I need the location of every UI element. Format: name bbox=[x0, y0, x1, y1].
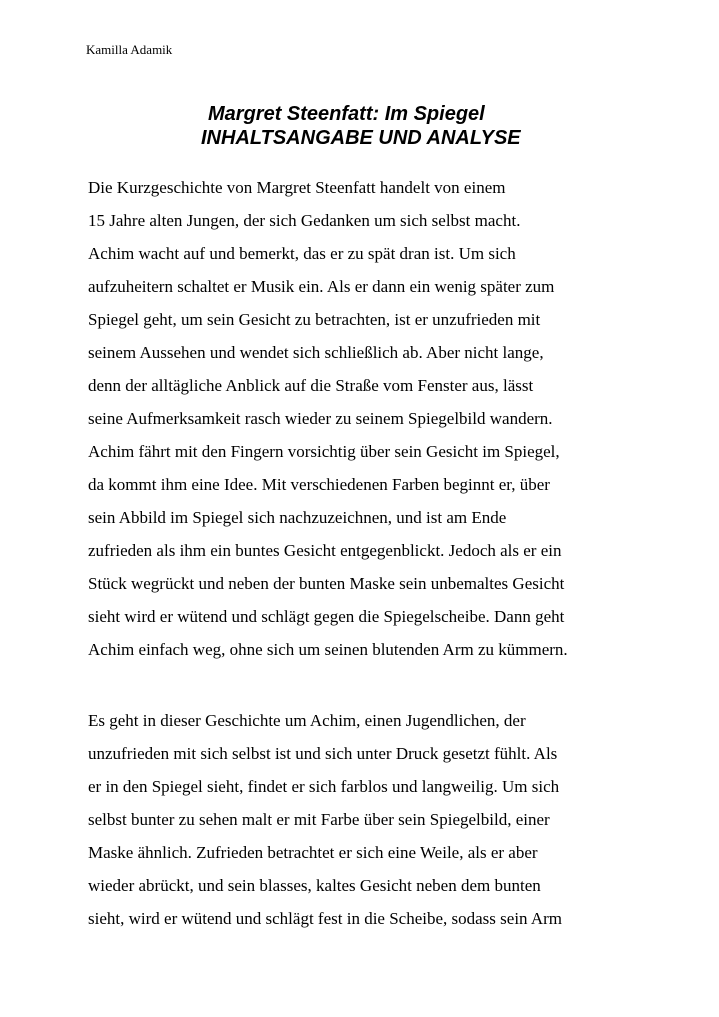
text-line: sein Abbild im Spiegel sich nachzuzeichnen, und ist am Ende bbox=[88, 508, 507, 527]
text-line: aufzuheitern schaltet er Musik ein. Als er dann ein wenig später zum bbox=[88, 277, 555, 296]
text-line: 15 Jahre alten Jungen, der sich Gedanken um sich selbst macht. bbox=[88, 211, 521, 230]
text-line: unzufrieden mit sich selbst ist und sich unter Druck gesetzt fühlt. Als bbox=[88, 744, 558, 763]
text-line: sieht, wird er wütend und schlägt fest in die Scheibe, sodass sein Arm bbox=[88, 909, 563, 928]
text-line: zufrieden als ihm ein buntes Gesicht entgegenblickt. Jedoch als er ein bbox=[88, 541, 562, 560]
text-line: sieht wird er wütend und schlägt gegen die Spiegelscheibe. Dann geht bbox=[88, 607, 565, 626]
text-line: Die Kurzgeschichte von Margret Steenfatt handelt von einem bbox=[88, 178, 506, 197]
text-line: Achim fährt mit den Fingern vorsichtig über sein Gesicht im Spiegel, bbox=[88, 442, 560, 461]
text-line: Achim einfach weg, ohne sich um seinen blutenden Arm zu kümmern. bbox=[88, 640, 568, 659]
text-line: er in den Spiegel sieht, findet er sich farblos und langweilig. Um sich bbox=[88, 777, 560, 796]
text-line: wieder abrückt, und sein blasses, kaltes Gesicht neben dem bunten bbox=[88, 876, 541, 895]
text-line: selbst bunter zu sehen malt er mit Farbe über sein Spiegelbild, einer bbox=[88, 810, 550, 829]
text-line: Stück wegrückt und neben der bunten Maske sein unbemaltes Gesicht bbox=[88, 574, 565, 593]
text-line: seinem Aussehen und wendet sich schließlich ab. Aber nicht lange, bbox=[88, 343, 544, 362]
text-line: Es geht in dieser Geschichte um Achim, einen Jugendlichen, der bbox=[88, 711, 526, 730]
text-line: Spiegel geht, um sein Gesicht zu betrachten, ist er unzufrieden mit bbox=[88, 310, 541, 329]
text-line: seine Aufmerksamkeit rasch wieder zu seinem Spiegelbild wandern. bbox=[88, 409, 553, 428]
text-line: Maske ähnlich. Zufrieden betrachtet er sich eine Weile, als er aber bbox=[88, 843, 538, 862]
text-line: da kommt ihm eine Idee. Mit verschiedenen Farben beginnt er, über bbox=[88, 475, 550, 494]
text-line: denn der alltägliche Anblick auf die Straße vom Fenster aus, lässt bbox=[88, 376, 534, 395]
document-subtitle: INHALTSANGABE UND ANALYSE bbox=[201, 127, 521, 149]
text-line: Achim wacht auf und bemerkt, das er zu spät dran ist. Um sich bbox=[88, 244, 516, 263]
author-name: Kamilla Adamik bbox=[86, 42, 173, 57]
document-title: Margret Steenfatt: Im Spiegel bbox=[208, 103, 485, 125]
